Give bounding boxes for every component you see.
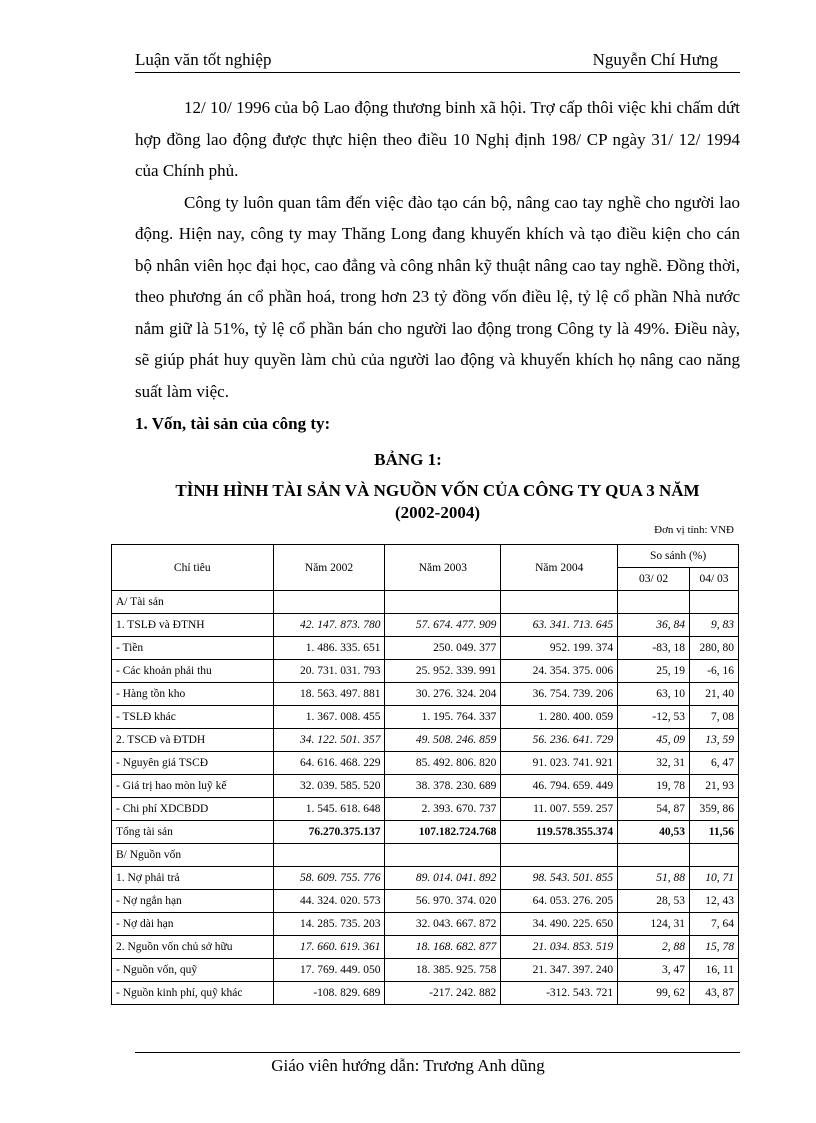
cell-c1: 3, 47 <box>618 959 690 982</box>
cell-v2003 <box>385 844 501 867</box>
cell-v2004: 11. 007. 559. 257 <box>501 798 618 821</box>
cell-v2003: -217. 242. 882 <box>385 982 501 1005</box>
cell-v2004: 46. 794. 659. 449 <box>501 775 618 798</box>
cell-c1: -12, 53 <box>618 706 690 729</box>
cell-v2002: 18. 563. 497. 881 <box>273 683 385 706</box>
cell-v2002: 64. 616. 468. 229 <box>273 752 385 775</box>
cell-v2004: 56. 236. 641. 729 <box>501 729 618 752</box>
cell-c1: 28, 53 <box>618 890 690 913</box>
cell-c1: 32, 31 <box>618 752 690 775</box>
table-row <box>112 706 739 729</box>
row-label: - Nguyên giá TSCĐ <box>112 752 274 775</box>
cell-v2003: 1. 195. 764. 337 <box>385 706 501 729</box>
cell-c2: 12, 43 <box>690 890 739 913</box>
cell-c1: 36, 84 <box>618 614 690 637</box>
cell-c1: 63, 10 <box>618 683 690 706</box>
page-footer: Giáo viên hướng dẫn: Trương Anh dũng <box>271 1056 545 1075</box>
cell-c2: -6, 16 <box>690 660 739 683</box>
cell-c2: 9, 83 <box>690 614 739 637</box>
paragraph-2: Công ty luôn quan tâm đến việc đào tạo cán bộ, nâng cao tay nghề cho người lao động. Hiện nay, công ty may Thăng Long đang khuyến khích và tạo điều kiện cho cán bộ nhân viên học đại học, cao đẳng và công nhân kỹ thuật nâng cao tay nghề. Đồng thời, theo phương án cổ phần hoá, trong hơn 23 tỷ đồng vốn điều lệ, tỷ lệ cổ phần Nhà nước nắm giữ là 51%, tỷ lệ cổ phần bán cho người lao động trong Công ty là 49%. Điều này, sẽ giúp phát huy quyền làm chủ của người lao động và khuyến khích họ nâng cao năng suất làm việc. <box>135 192 740 401</box>
cell-v2004 <box>501 844 618 867</box>
cell-v2004: 98. 543. 501. 855 <box>501 867 618 890</box>
cell-c1: 51, 88 <box>618 867 690 890</box>
cell-v2004 <box>501 591 618 614</box>
paragraph-1: 12/ 10/ 1996 của bộ Lao động thương binh xã hội. Trợ cấp thôi việc khi chấm dứt hợp đồng lao động được thực hiện theo điều 10 Nghị định 198/ CP ngày 31/ 12/ 1994 của Chính phủ. <box>135 98 740 180</box>
cell-c2: 21, 40 <box>690 683 739 706</box>
row-label: - Nguồn vốn, quỹ <box>112 959 274 982</box>
cell-c2: 21, 93 <box>690 775 739 798</box>
cell-v2003: 18. 168. 682. 877 <box>385 936 501 959</box>
cell-c1: 99, 62 <box>618 982 690 1005</box>
table-row <box>112 614 739 637</box>
row-label: Tổng tài sản <box>112 821 274 844</box>
cell-c2 <box>690 591 739 614</box>
header-year-2004: Năm 2004 <box>501 545 618 591</box>
row-label: - Chi phí XDCBDD <box>112 798 274 821</box>
header-indicator: Chỉ tiêu <box>112 545 274 591</box>
table-row <box>112 660 739 683</box>
footer-rule <box>135 1052 740 1053</box>
unit-note: Đơn vị tính: VNĐ <box>654 524 734 536</box>
table-title <box>135 480 740 524</box>
cell-v2002: -108. 829. 689 <box>273 982 385 1005</box>
row-label: 1. Nợ phải trả <box>112 867 274 890</box>
cell-c2: 7, 08 <box>690 706 739 729</box>
cell-v2003: 18. 385. 925. 758 <box>385 959 501 982</box>
cell-c2: 6, 47 <box>690 752 739 775</box>
cell-c2: 13, 59 <box>690 729 739 752</box>
header-year-2003: Năm 2003 <box>385 545 501 591</box>
row-label: - Nợ dài hạn <box>112 913 274 936</box>
row-label: 2. Nguồn vốn chủ sở hữu <box>112 936 274 959</box>
table-title-line-1: TÌNH HÌNH TÀI SẢN VÀ NGUỒN VỐN CỦA CÔNG TY QUA 3 NĂM <box>175 481 700 500</box>
header-compare-04-03: 04/ 03 <box>690 568 739 591</box>
cell-v2004: 36. 754. 739. 206 <box>501 683 618 706</box>
header-thesis-label: Luận văn tốt nghiệp <box>135 50 272 69</box>
cell-c1 <box>618 591 690 614</box>
cell-v2002: 42. 147. 873. 780 <box>273 614 385 637</box>
cell-v2004: 21. 034. 853. 519 <box>501 936 618 959</box>
table-row <box>112 913 739 936</box>
cell-v2004: 21. 347. 397. 240 <box>501 959 618 982</box>
cell-c2: 15, 78 <box>690 936 739 959</box>
header-author-name: Nguyễn Chí Hưng <box>592 50 718 69</box>
cell-v2002: 17. 660. 619. 361 <box>273 936 385 959</box>
cell-c2: 280, 80 <box>690 637 739 660</box>
cell-c2: 359, 86 <box>690 798 739 821</box>
cell-v2003: 107.182.724.768 <box>385 821 501 844</box>
row-label: - Hàng tồn kho <box>112 683 274 706</box>
table-row <box>112 959 739 982</box>
body-text <box>135 92 740 407</box>
cell-v2002: 1. 545. 618. 648 <box>273 798 385 821</box>
row-label: - Nguồn kinh phí, quỹ khác <box>112 982 274 1005</box>
page-header <box>135 50 740 73</box>
table-title-line-2: (2002-2004) <box>395 503 480 522</box>
cell-c1: -83, 18 <box>618 637 690 660</box>
table-row <box>112 844 739 867</box>
cell-v2003: 56. 970. 374. 020 <box>385 890 501 913</box>
cell-v2003: 32. 043. 667. 872 <box>385 913 501 936</box>
cell-v2003: 85. 492. 806. 820 <box>385 752 501 775</box>
cell-v2003: 38. 378. 230. 689 <box>385 775 501 798</box>
cell-c2: 7, 64 <box>690 913 739 936</box>
cell-v2002: 44. 324. 020. 573 <box>273 890 385 913</box>
cell-v2002: 76.270.375.137 <box>273 821 385 844</box>
row-label: - Các khoản phải thu <box>112 660 274 683</box>
cell-c1: 25, 19 <box>618 660 690 683</box>
cell-c2: 11,56 <box>690 821 739 844</box>
cell-c1: 2, 88 <box>618 936 690 959</box>
row-label: A/ Tài sản <box>112 591 274 614</box>
cell-v2003: 49. 508. 246. 859 <box>385 729 501 752</box>
cell-v2002: 14. 285. 735. 203 <box>273 913 385 936</box>
cell-c2: 10, 71 <box>690 867 739 890</box>
cell-c1: 45, 09 <box>618 729 690 752</box>
cell-c2: 43, 87 <box>690 982 739 1005</box>
cell-v2004: 24. 354. 375. 006 <box>501 660 618 683</box>
table-row <box>112 936 739 959</box>
cell-c2 <box>690 844 739 867</box>
cell-v2002: 58. 609. 755. 776 <box>273 867 385 890</box>
cell-c2: 16, 11 <box>690 959 739 982</box>
cell-c1: 124, 31 <box>618 913 690 936</box>
row-label: 1. TSLĐ và ĐTNH <box>112 614 274 637</box>
table-row <box>112 729 739 752</box>
table-number: BẢNG 1: <box>374 450 442 469</box>
cell-v2002: 1. 367. 008. 455 <box>273 706 385 729</box>
cell-v2004: -312. 543. 721 <box>501 982 618 1005</box>
row-label: - Giá trị hao mòn luỹ kế <box>112 775 274 798</box>
cell-v2002: 1. 486. 335. 651 <box>273 637 385 660</box>
table-row <box>112 637 739 660</box>
table-row <box>112 775 739 798</box>
cell-v2002 <box>273 591 385 614</box>
asset-capital-table <box>111 544 739 1005</box>
cell-v2003: 250. 049. 377 <box>385 637 501 660</box>
cell-v2002 <box>273 844 385 867</box>
cell-v2003: 30. 276. 324. 204 <box>385 683 501 706</box>
table-row <box>112 890 739 913</box>
header-year-2002: Năm 2002 <box>273 545 385 591</box>
cell-v2004: 119.578.355.374 <box>501 821 618 844</box>
cell-c1: 54, 87 <box>618 798 690 821</box>
cell-c1 <box>618 844 690 867</box>
table-row <box>112 591 739 614</box>
cell-v2002: 32. 039. 585. 520 <box>273 775 385 798</box>
cell-v2003: 57. 674. 477. 909 <box>385 614 501 637</box>
cell-v2004: 91. 023. 741. 921 <box>501 752 618 775</box>
cell-v2004: 63. 341. 713. 645 <box>501 614 618 637</box>
cell-v2003: 2. 393. 670. 737 <box>385 798 501 821</box>
row-label: - Tiền <box>112 637 274 660</box>
table-row <box>112 867 739 890</box>
table-row <box>112 798 739 821</box>
cell-c1: 40,53 <box>618 821 690 844</box>
row-label: - Nợ ngắn hạn <box>112 890 274 913</box>
cell-v2002: 34. 122. 501. 357 <box>273 729 385 752</box>
row-label: B/ Nguồn vốn <box>112 844 274 867</box>
table-row <box>112 752 739 775</box>
table-row <box>112 982 739 1005</box>
row-label: - TSLĐ khác <box>112 706 274 729</box>
header-compare-03-02: 03/ 02 <box>618 568 690 591</box>
table-row <box>112 821 739 844</box>
row-label: 2. TSCĐ và ĐTDH <box>112 729 274 752</box>
header-compare: So sánh (%) <box>618 545 739 568</box>
cell-v2004: 64. 053. 276. 205 <box>501 890 618 913</box>
cell-v2003 <box>385 591 501 614</box>
table-row <box>112 683 739 706</box>
cell-v2002: 17. 769. 449. 050 <box>273 959 385 982</box>
section-heading: 1. Vốn, tài sản của công ty: <box>135 414 331 433</box>
cell-v2002: 20. 731. 031. 793 <box>273 660 385 683</box>
cell-c1: 19, 78 <box>618 775 690 798</box>
cell-v2004: 34. 490. 225. 650 <box>501 913 618 936</box>
cell-v2003: 89. 014. 041. 892 <box>385 867 501 890</box>
cell-v2004: 1. 280. 400. 059 <box>501 706 618 729</box>
cell-v2004: 952. 199. 374 <box>501 637 618 660</box>
cell-v2003: 25. 952. 339. 991 <box>385 660 501 683</box>
